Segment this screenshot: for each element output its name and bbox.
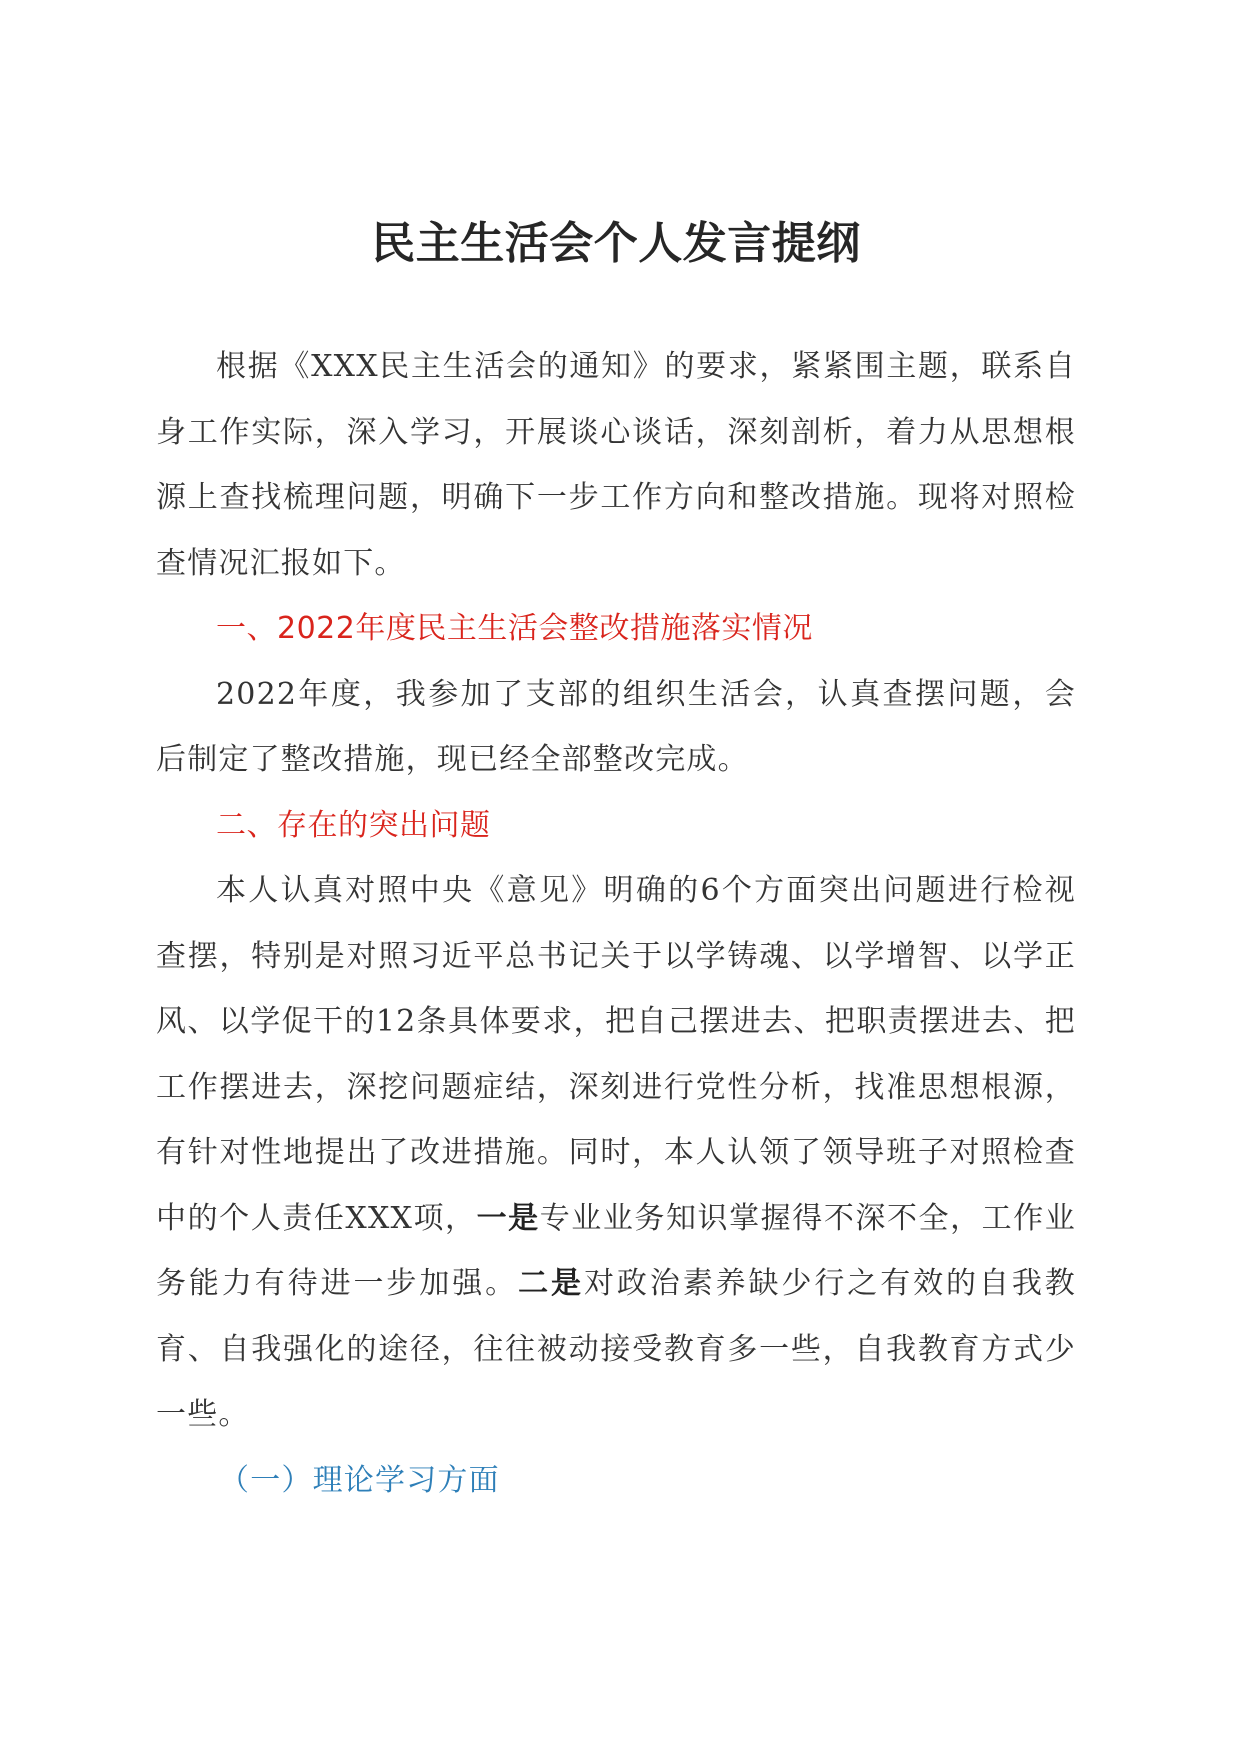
intro-paragraph: 根据《XXX民主生活会的通知》的要求，紧紧围主题，联系自身工作实际，深入学习，开展谈心谈话，深刻剖析，着力从思想根源上查找梳理问题，明确下一步工作方向和整改措施。现将对照检查情况汇报如下。 — [156, 349, 1076, 581]
section-2-bold-first: 一是 — [476, 1200, 540, 1236]
section-2-text-part2: 专业业务知识掌握得不深不全，工作业务能力有待进一步加强。 — [156, 1200, 1076, 1301]
section-2-heading: 二、存在的突出问题 — [216, 807, 491, 843]
document-content — [156, 206, 1076, 1513]
section-1-heading: 一、2022年度民主生活会整改措施落实情况 — [216, 611, 813, 646]
section-2-body — [156, 858, 1076, 1448]
subsection-1-heading: （一）理论学习方面 — [219, 1462, 500, 1498]
section-2-text-part3: 对政治素养缺少行之有效的自我教育、自我强化的途径，往往被动接受教育多一些，自我教育方式少一些。 — [156, 1266, 1077, 1432]
section-2-bold-second: 二是 — [518, 1266, 584, 1301]
section-1-body: 2022年度，我参加了支部的组织生活会，认真查摆问题，会后制定了整改措施，现已经全部整改完成。 — [156, 676, 1076, 777]
section-2-text-part1: 本人认真对照中央《意见》明确的6个方面突出问题进行检视查摆，特别是对照习近平总书记关于以学铸魂、以学增智、以学正风、以学促干的12条具体要求，把自己摆进去、把职责摆进去、把工作摆进去，深挖问题症结，深刻进行党性分析，找准思想根源，有针对性地提出了改进措施。同时，本人认领了领导班子对照检查中的个人责任XXX项， — [156, 873, 1076, 1236]
document-title: 民主生活会个人发言提纲 — [371, 218, 861, 269]
